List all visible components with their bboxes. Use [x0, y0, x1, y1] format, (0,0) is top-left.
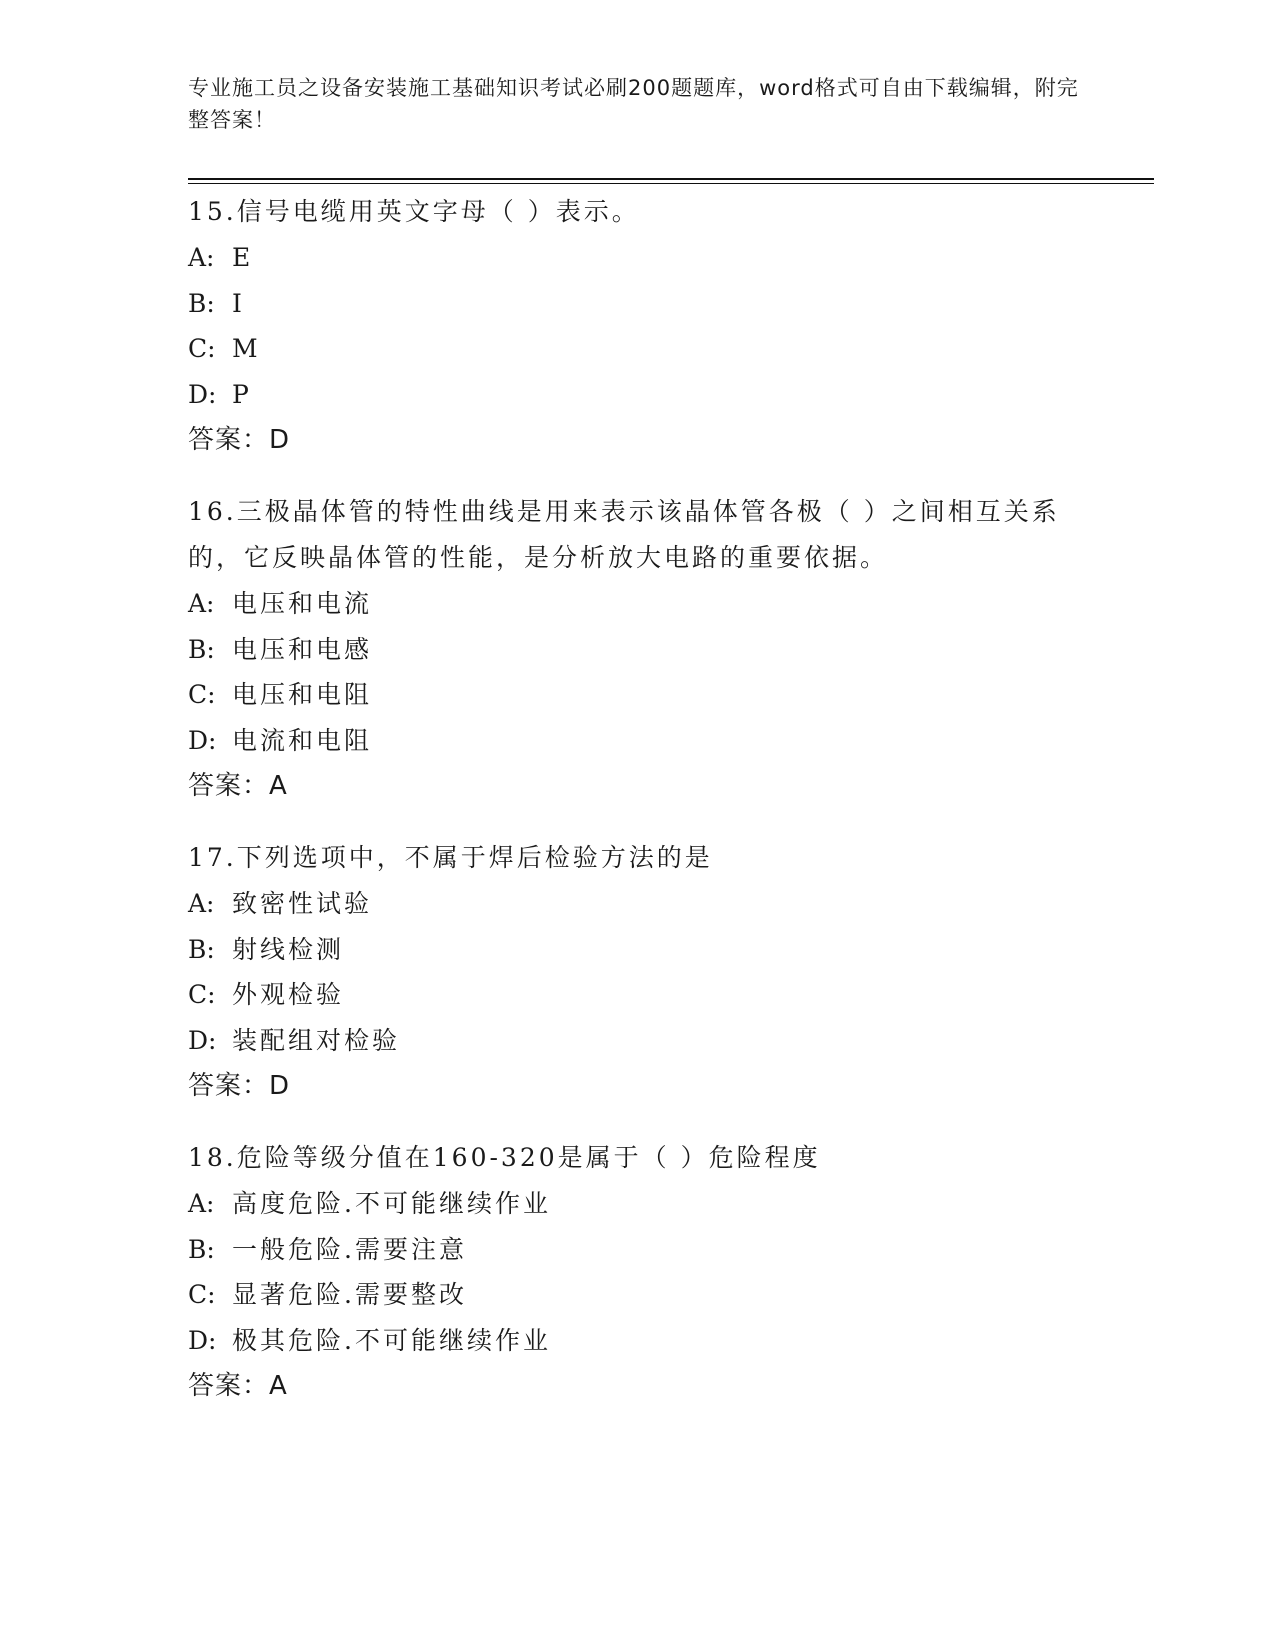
question-text: 16.三极晶体管的特性曲线是用来表示该晶体管各极（ ）之间相互关系的，它反映晶体管的性能，是分析放大电路的重要依据。 — [188, 497, 1060, 572]
answer-line: 答案：D — [188, 1071, 291, 1101]
answer-line: 答案：A — [188, 1371, 288, 1401]
option-text: 电压和电阻 — [232, 680, 373, 709]
option-label: B: — [188, 934, 215, 964]
option-text: 高度危险.不可能继续作业 — [232, 1189, 551, 1218]
option-a — [188, 881, 1088, 927]
question-block — [188, 488, 1088, 809]
option-c — [188, 326, 1088, 372]
header-divider-thick — [188, 178, 1154, 180]
option-label: A: — [188, 889, 215, 918]
option-label: B: — [188, 288, 215, 318]
option-text: 电流和电阻 — [232, 725, 373, 755]
option-text: E — [232, 243, 254, 272]
option-text: 一般危险.需要注意 — [232, 1234, 467, 1264]
option-label: A: — [188, 1189, 215, 1218]
option-text: 射线检测 — [232, 934, 345, 964]
option-label: C: — [188, 680, 216, 709]
question-block — [188, 1134, 1088, 1409]
option-label: D: — [188, 1025, 217, 1055]
option-c — [188, 1272, 1088, 1318]
answer-line: 答案：D — [188, 425, 291, 455]
option-b — [188, 281, 1088, 327]
option-d — [188, 372, 1088, 418]
question-block — [188, 188, 1088, 463]
option-label: C: — [188, 1280, 216, 1309]
option-text: P — [232, 379, 252, 409]
option-d — [188, 718, 1088, 764]
header-divider-thin — [188, 183, 1154, 184]
option-label: A: — [188, 589, 215, 618]
option-a — [188, 1181, 1088, 1227]
answer-line: 答案：A — [188, 771, 288, 801]
option-label: C: — [188, 334, 216, 363]
option-text: 电压和电流 — [232, 589, 373, 618]
question-text: 17.下列选项中，不属于焊后检验方法的是 — [188, 843, 713, 872]
question-block — [188, 834, 1088, 1109]
option-d — [188, 1318, 1088, 1364]
option-label: B: — [188, 634, 215, 664]
option-text: 电压和电感 — [232, 634, 373, 664]
option-d — [188, 1018, 1088, 1064]
option-b — [188, 1227, 1088, 1273]
option-text: I — [232, 288, 245, 318]
option-text: 外观检验 — [232, 980, 345, 1009]
question-text: 18.危险等级分值在160-320是属于（ ）危险程度 — [188, 1143, 821, 1172]
option-b — [188, 627, 1088, 673]
document-header: 专业施工员之设备安装施工基础知识考试必刷200题题库，word格式可自由下载编辑，附完整答案！ — [188, 76, 1079, 132]
option-a — [188, 235, 1088, 281]
option-b — [188, 927, 1088, 973]
option-label: B: — [188, 1234, 215, 1264]
option-c — [188, 672, 1088, 718]
option-c — [188, 972, 1088, 1018]
question-text: 15.信号电缆用英文字母（ ）表示。 — [188, 197, 640, 226]
option-label: D: — [188, 1325, 217, 1355]
option-text: M — [232, 334, 261, 363]
option-text: 显著危险.需要整改 — [232, 1280, 467, 1309]
option-text: 致密性试验 — [232, 889, 373, 918]
option-text: 装配组对检验 — [232, 1025, 401, 1055]
option-label: C: — [188, 980, 216, 1009]
question-list — [188, 188, 1088, 1434]
option-text: 极其危险.不可能继续作业 — [232, 1325, 551, 1355]
option-label: D: — [188, 379, 217, 409]
option-a — [188, 581, 1088, 627]
option-label: A: — [188, 243, 215, 272]
option-label: D: — [188, 725, 217, 755]
